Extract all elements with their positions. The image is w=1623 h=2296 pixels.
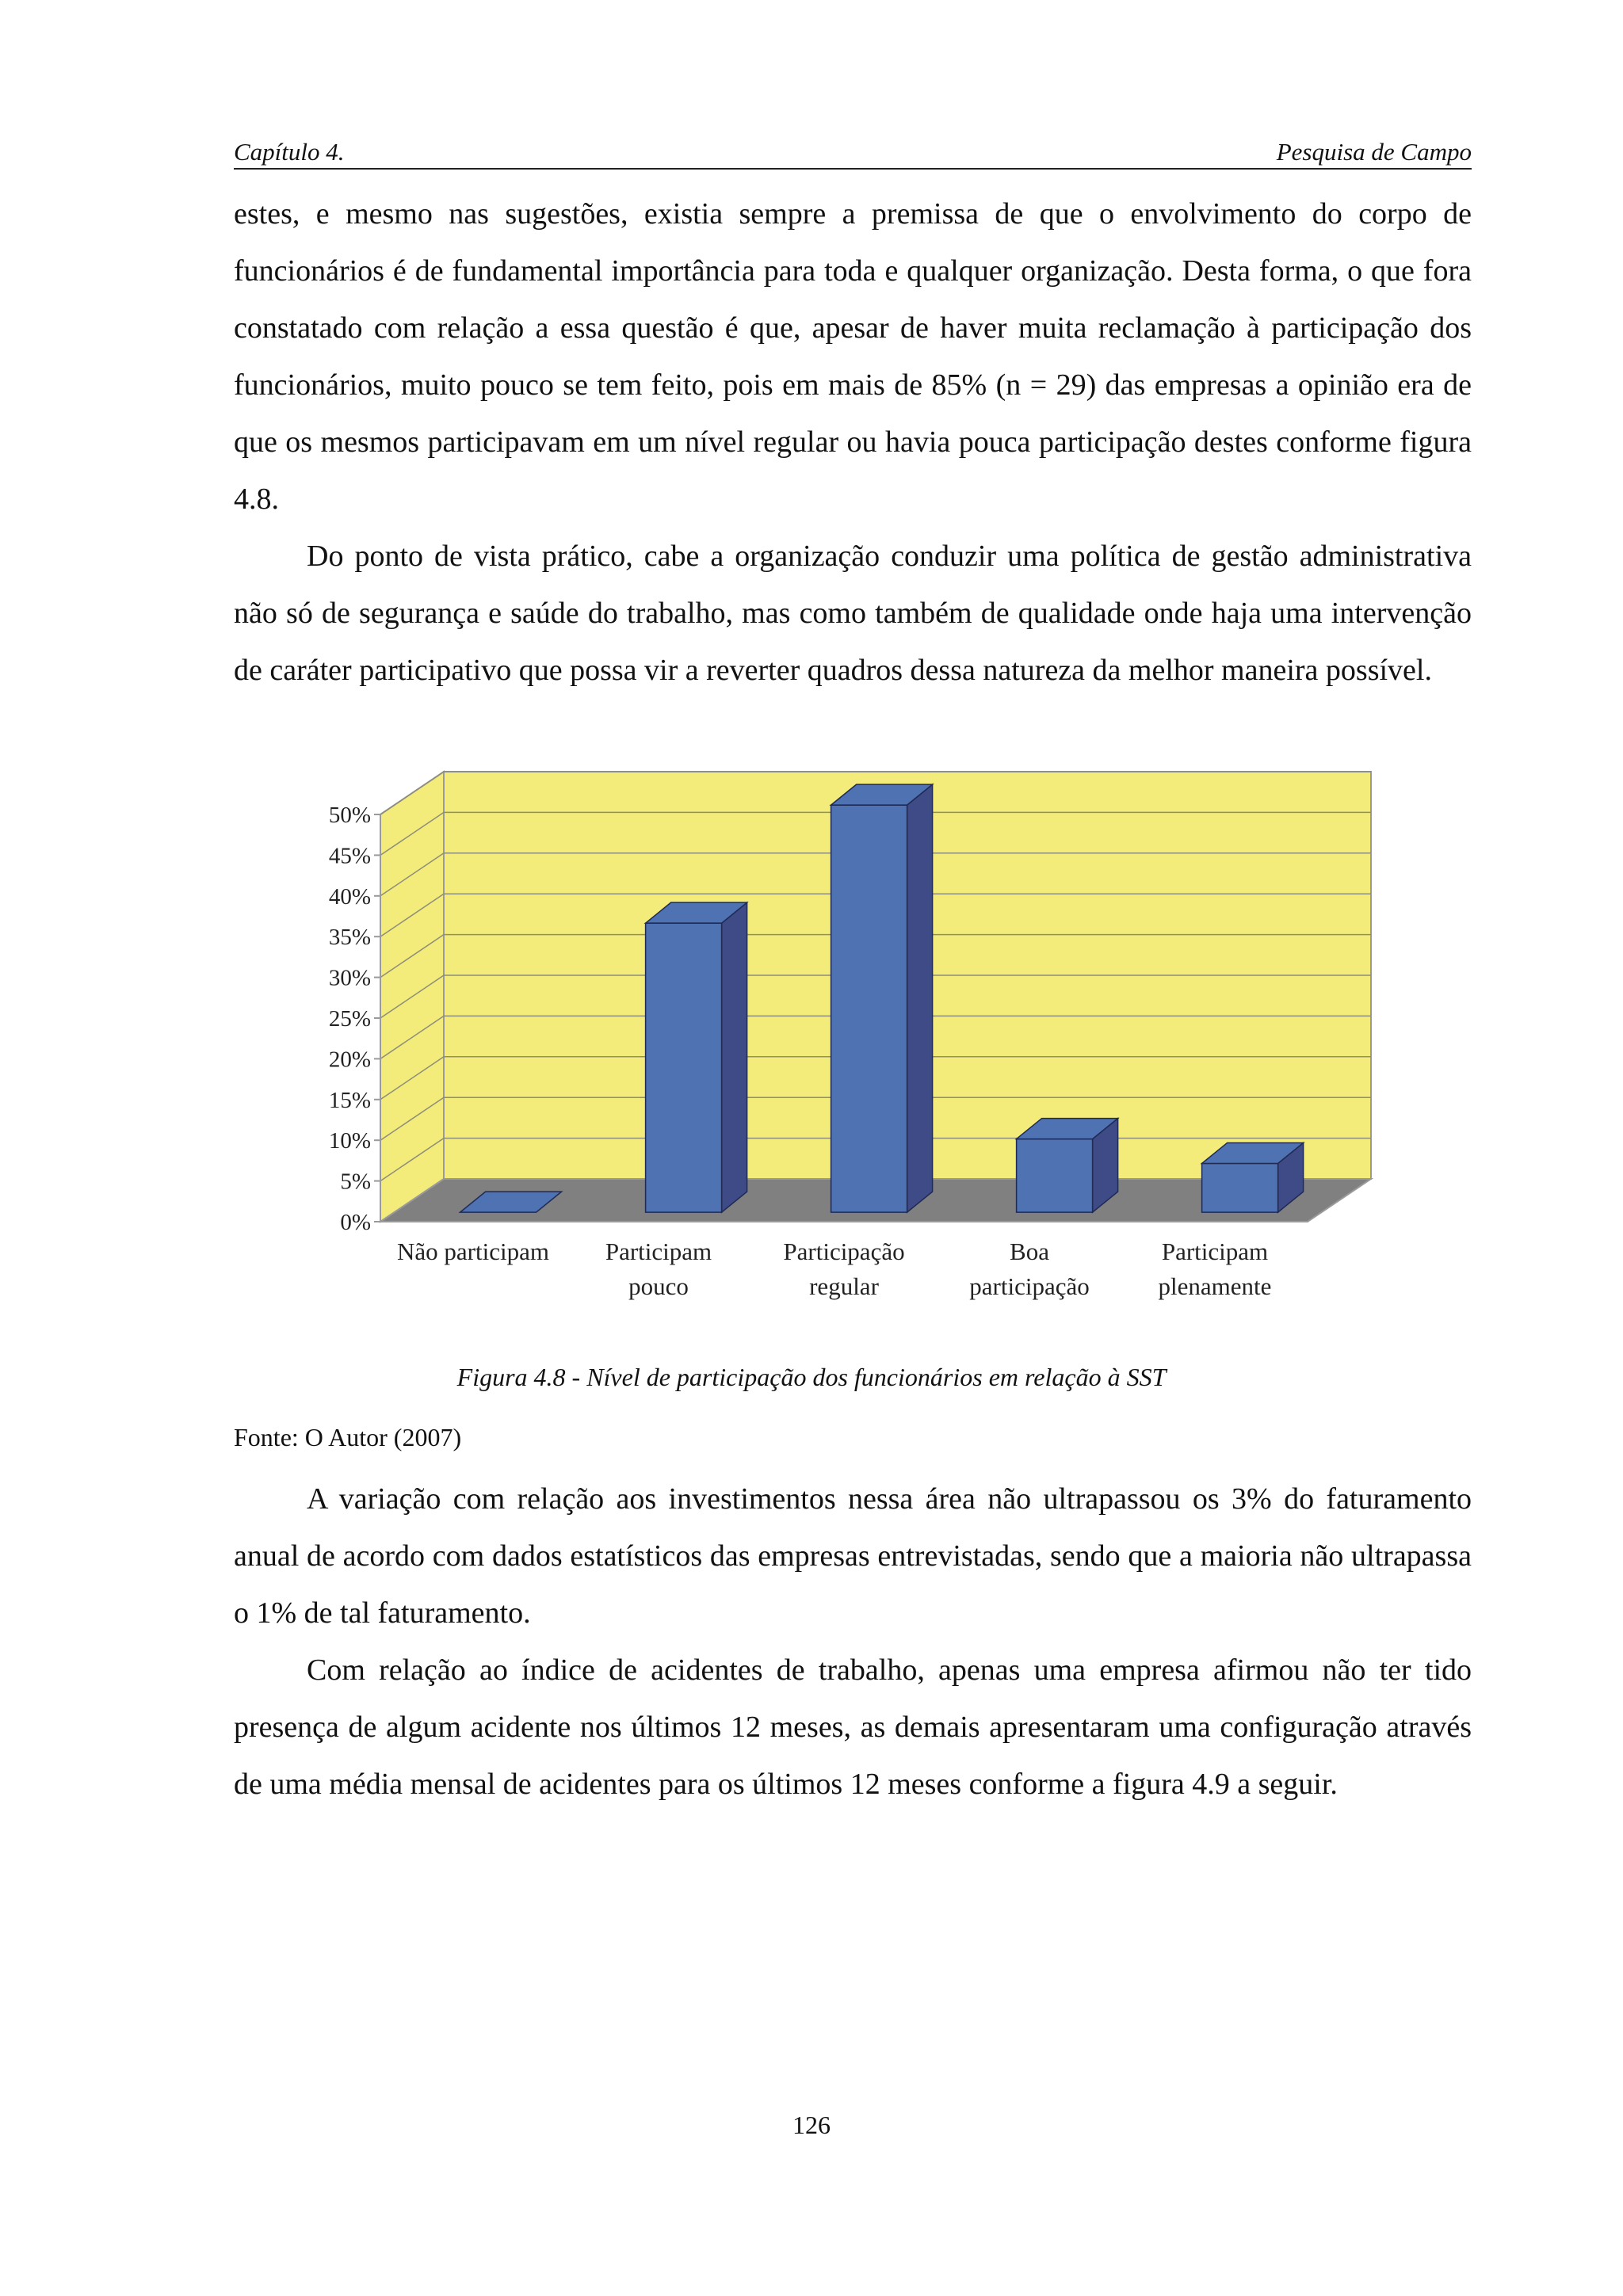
chart-svg — [301, 761, 1395, 1331]
x-tick-label: Participação — [783, 1238, 905, 1265]
figure-caption: Figura 4.8 - Nível de participação dos funcionários em relação à SST — [456, 1363, 1167, 1391]
x-tick-label: Boa — [1010, 1238, 1049, 1265]
y-tick-label: 20% — [328, 1047, 371, 1073]
bar — [831, 805, 907, 1212]
bar-side — [907, 784, 933, 1212]
x-tick-label: participação — [969, 1272, 1090, 1300]
figure-source: Fonte: O Autor (2007) — [234, 1423, 462, 1451]
paragraph-2: Do ponto de vista prático, cabe a organização conduzir uma política de gestão administrativa não só de segurança e saúde do trabalho, mas como também de qualidade onde haja uma intervenção de caráter participativo que possa vir a reverter quadros dessa natureza da melhor maneira possível. — [234, 540, 1472, 687]
y-tick-label: 25% — [328, 1006, 371, 1032]
paragraph-3: A variação com relação aos investimentos nessa área não ultrapassou os 3% do faturamento anual de acordo com dados estatísticos das empresas entrevistadas, sendo que a maioria não ultrapassa o 1% de tal faturamento. — [234, 1482, 1472, 1630]
y-tick-label: 40% — [328, 883, 371, 910]
page-number: 126 — [792, 2111, 831, 2139]
running-header — [234, 133, 1472, 170]
x-tick-label: Participam — [1161, 1238, 1269, 1265]
y-tick-label: 10% — [328, 1128, 371, 1154]
y-tick-label: 15% — [328, 1087, 371, 1113]
x-tick-label: pouco — [628, 1272, 689, 1300]
bar — [1017, 1139, 1093, 1213]
paragraph-1: estes, e mesmo nas sugestões, existia sempre a premissa de que o envolvimento do corpo de funcionários é de fundamental importância para toda e qualquer organização. Desta forma, o que fora constatado com relação a essa questão é que, apesar de haver muita reclamação à participação dos funcionários, muito pouco se tem feito, pois em mais de 85% (n = 29) das empresas a opinião era de que os mesmos participavam em um nível regular ou havia pouca participação destes conforme figura 4.8. — [234, 197, 1472, 516]
x-tick-label: Não participam — [397, 1238, 549, 1265]
x-tick-label: plenamente — [1158, 1272, 1272, 1300]
y-tick-label: 45% — [328, 843, 371, 869]
x-tick-label: regular — [809, 1272, 879, 1300]
participation-chart — [301, 761, 1395, 1331]
y-tick-label: 30% — [328, 965, 371, 991]
bar — [646, 923, 722, 1212]
y-tick-label: 5% — [340, 1169, 371, 1195]
bar — [1202, 1163, 1278, 1212]
header-section: Pesquisa de Campo — [1276, 138, 1472, 166]
x-tick-label: Participam — [605, 1238, 712, 1265]
y-tick-label: 0% — [340, 1210, 371, 1235]
y-tick-label: 35% — [328, 925, 371, 951]
paragraph-4: Com relação ao índice de acidentes de trabalho, apenas uma empresa afirmou não ter tido presença de algum acidente nos últimos 12 meses, as demais apresentaram uma configuração através de uma média mensal de acidentes para os últimos 12 meses conforme a figura 4.9 a seguir. — [234, 1653, 1472, 1801]
y-tick-label: 50% — [328, 803, 371, 828]
bar-side — [722, 902, 747, 1212]
header-chapter: Capítulo 4. — [234, 138, 345, 166]
